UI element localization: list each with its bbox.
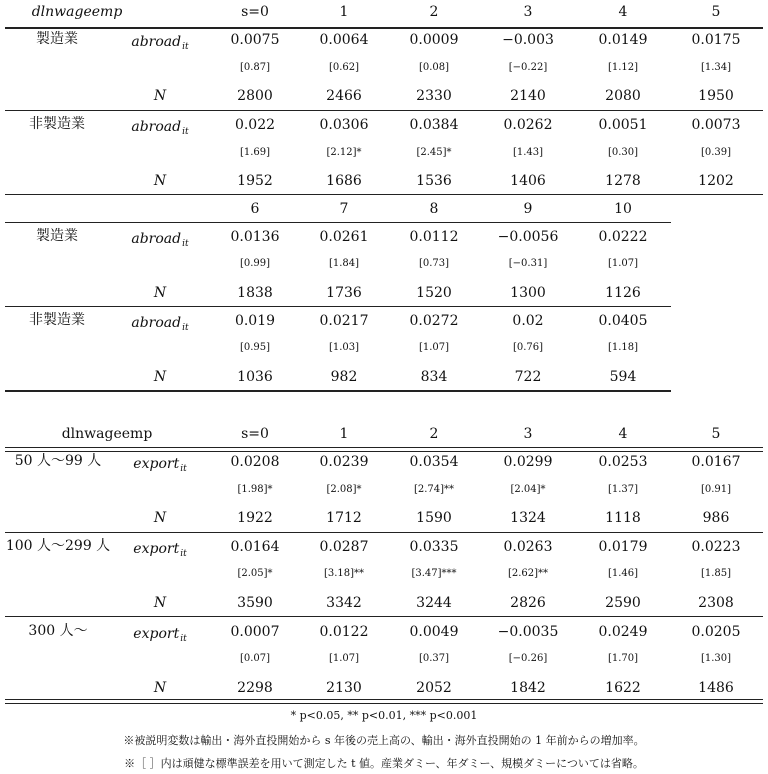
var-label [133,540,187,559]
n-cell: 2052 [416,680,452,696]
n-cell: 3590 [237,595,273,611]
table1-col-header: 8 [429,201,439,217]
n-cell: 1736 [326,285,362,301]
coef-cell: 0.0136 [230,229,280,245]
n-cell: 1922 [237,510,273,526]
tstat-cell: [0.37] [418,653,450,664]
n-cell: 3244 [416,595,452,611]
tstat-cell: [1.43] [512,147,544,158]
var-name: abroad [131,231,182,247]
table1-mid-rule [5,194,763,195]
coef-cell: 0.0384 [409,117,459,133]
var-label [133,625,187,644]
group-label: 製造業 [36,31,78,47]
table2-col-header: 3 [523,426,533,442]
coef-cell: 0.0222 [598,229,648,245]
coef-cell: 0.0175 [691,32,741,48]
var-name: abroad [131,34,182,50]
tstat-cell: [0.91] [700,484,732,495]
var-label [131,314,189,333]
n-cell: 2298 [237,680,273,696]
coef-cell: 0.0205 [691,624,741,640]
tstat-cell: [1.98]* [237,484,273,495]
n-label: N [153,173,167,189]
n-cell: 1842 [510,680,546,696]
n-cell: 1622 [605,680,641,696]
tstat-cell: [−0.31] [508,258,548,269]
coef-cell: 0.0007 [230,624,280,640]
tstat-cell: [2.12]* [326,147,362,158]
coef-cell: 0.0263 [503,539,553,555]
group-label: 非製造業 [29,312,85,328]
coef-cell: 0.0179 [598,539,648,555]
var-label [133,455,187,474]
table2-col-header: 2 [429,426,439,442]
tstat-cell: [2.04]* [510,484,546,495]
coef-cell: 0.0217 [319,313,369,329]
n-cell: 1202 [698,173,734,189]
n-cell: 2466 [326,88,362,104]
table1-group-rule [5,110,763,111]
n-cell: 1324 [510,510,546,526]
n-label: N [153,680,167,696]
group-label: 非製造業 [29,116,85,132]
group-label: 製造業 [36,228,78,244]
var-name: export [133,541,180,557]
table2-group-rule [5,532,763,533]
table2-col-header: 5 [711,426,721,442]
var-label [131,33,189,52]
footnote-2: ※［ ］内は頑健な標準誤差を用いて測定した t 値。産業ダミー、年ダミー、規模ダミーについては省略。 [124,757,644,770]
table1-col-header: 7 [339,201,349,217]
group-label: 300 人〜 [28,623,88,639]
table2-header-rule [5,447,763,452]
var-subscript: it [182,127,189,137]
coef-cell: 0.019 [234,313,276,329]
table2-col-header: 1 [339,426,349,442]
n-cell: 1278 [605,173,641,189]
n-label: N [153,88,167,104]
n-cell: 1686 [326,173,362,189]
table1-col-header: 3 [523,4,533,20]
coef-cell: 0.0064 [319,32,369,48]
coef-cell: 0.0253 [598,454,648,470]
var-name: abroad [131,119,182,135]
tstat-cell: [−0.26] [508,653,548,664]
group-label: 50 人〜99 人 [14,453,102,469]
coef-cell: 0.02 [512,313,544,329]
tstat-cell: [2.45]* [416,147,452,158]
table2-bottom-rule [5,699,763,704]
tstat-cell: [1.03] [328,342,360,353]
n-cell: 1486 [698,680,734,696]
table2-dep-var: dlnwageemp [61,426,153,442]
var-subscript: it [180,549,187,559]
n-cell: 1952 [237,173,273,189]
table2-group-rule [5,616,763,617]
table1-col-header: 10 [614,201,632,217]
tstat-cell: [1.12] [607,62,639,73]
n-cell: 1590 [416,510,452,526]
tstat-cell: [−0.22] [508,62,548,73]
tstat-cell: [0.73] [418,258,450,269]
significance-note: * p<0.05, ** p<0.01, *** p<0.001 [290,709,478,722]
n-label: N [153,595,167,611]
n-cell: 594 [609,369,637,385]
coef-cell: 0.0287 [319,539,369,555]
coef-cell: 0.0405 [598,313,648,329]
var-label [131,230,189,249]
coef-cell: 0.0112 [409,229,459,245]
table1-col-header: 6 [250,201,260,217]
n-cell: 2800 [237,88,273,104]
n-cell: 1950 [698,88,734,104]
tstat-cell: [1.34] [700,62,732,73]
n-cell: 1712 [326,510,362,526]
n-label: N [153,510,167,526]
table1-col-header: s=0 [241,4,269,20]
tstat-cell: [1.07] [328,653,360,664]
coef-cell: 0.0299 [503,454,553,470]
table2-col-header: s=0 [241,426,269,442]
tstat-cell: [1.07] [418,342,450,353]
var-label [131,118,189,137]
coef-cell: 0.0239 [319,454,369,470]
coef-cell: 0.0223 [691,539,741,555]
tstat-cell: [0.95] [239,342,271,353]
var-subscript: it [182,239,189,249]
n-cell: 2080 [605,88,641,104]
n-label: N [153,369,167,385]
var-subscript: it [180,634,187,644]
n-cell: 986 [702,510,730,526]
n-cell: 2330 [416,88,452,104]
coef-cell: −0.003 [502,32,554,48]
coef-cell: −0.0056 [497,229,559,245]
tstat-cell: [2.74]** [413,484,455,495]
tstat-cell: [0.99] [239,258,271,269]
n-cell: 2140 [510,88,546,104]
n-cell: 722 [514,369,542,385]
coef-cell: 0.0306 [319,117,369,133]
n-cell: 1536 [416,173,452,189]
n-label: N [153,285,167,301]
n-cell: 1838 [237,285,273,301]
n-cell: 2130 [326,680,362,696]
n-cell: 1520 [416,285,452,301]
tstat-cell: [1.46] [607,568,639,579]
coef-cell: 0.0049 [409,624,459,640]
var-name: abroad [131,315,182,331]
tstat-cell: [0.87] [239,62,271,73]
coef-cell: 0.0009 [409,32,459,48]
coef-cell: 0.0208 [230,454,280,470]
n-cell: 1118 [605,510,641,526]
var-name: export [133,456,180,472]
tstat-cell: [1.70] [607,653,639,664]
tstat-cell: [2.08]* [326,484,362,495]
tstat-cell: [3.18]** [323,568,365,579]
footnote-1: ※被説明変数は輸出・海外直投開始から s 年後の売上高の、輸出・海外直投開始の 1 年前からの増加率。 [123,734,645,747]
table1-col-header: 1 [339,4,349,20]
coef-cell: 0.0249 [598,624,648,640]
tstat-cell: [1.37] [607,484,639,495]
table1-col-header: 2 [429,4,439,20]
tstat-cell: [0.30] [607,147,639,158]
n-cell: 2590 [605,595,641,611]
coef-cell: 0.0261 [319,229,369,245]
coef-cell: 0.0149 [598,32,648,48]
n-cell: 982 [330,369,358,385]
tstat-cell: [3.47]*** [411,568,457,579]
coef-cell: 0.0167 [691,454,741,470]
table1-col-header: 5 [711,4,721,20]
tstat-cell: [1.69] [239,147,271,158]
tstat-cell: [0.39] [700,147,732,158]
coef-cell: 0.0262 [503,117,553,133]
coef-cell: 0.0354 [409,454,459,470]
tstat-cell: [2.05]* [237,568,273,579]
tstat-cell: [1.07] [607,258,639,269]
tstat-cell: [0.62] [328,62,360,73]
tstat-cell: [0.08] [418,62,450,73]
n-cell: 2308 [698,595,734,611]
table1-col-header: 9 [523,201,533,217]
tstat-cell: [1.18] [607,342,639,353]
var-subscript: it [180,464,187,474]
n-cell: 1036 [237,369,273,385]
n-cell: 834 [420,369,448,385]
n-cell: 2826 [510,595,546,611]
var-subscript: it [182,323,189,333]
tstat-cell: [1.85] [700,568,732,579]
tstat-cell: [2.62]** [507,568,549,579]
n-cell: 1126 [605,285,641,301]
group-label: 100 人〜299 人 [5,538,111,554]
n-cell: 1300 [510,285,546,301]
coef-cell: 0.0122 [319,624,369,640]
coef-cell: 0.0335 [409,539,459,555]
coef-cell: 0.0073 [691,117,741,133]
n-cell: 3342 [326,595,362,611]
var-name: export [133,626,180,642]
coef-cell: 0.0272 [409,313,459,329]
table1-header-rule [5,27,763,29]
table2-col-header: 4 [618,426,628,442]
coef-cell: 0.0164 [230,539,280,555]
tstat-cell: [1.30] [700,653,732,664]
coef-cell: −0.0035 [497,624,559,640]
coef-cell: 0.0075 [230,32,280,48]
table1-col-header: 4 [618,4,628,20]
table1-group-rule [5,306,671,307]
tstat-cell: [0.07] [239,653,271,664]
coef-cell: 0.022 [234,117,276,133]
table1-header-b-rule [5,222,671,223]
coef-cell: 0.0051 [598,117,648,133]
table1-dep-var: dlnwageemp [31,4,123,20]
tstat-cell: [1.84] [328,258,360,269]
var-subscript: it [182,42,189,52]
tstat-cell: [0.76] [512,342,544,353]
n-cell: 1406 [510,173,546,189]
table1-bottom-rule [5,390,671,392]
